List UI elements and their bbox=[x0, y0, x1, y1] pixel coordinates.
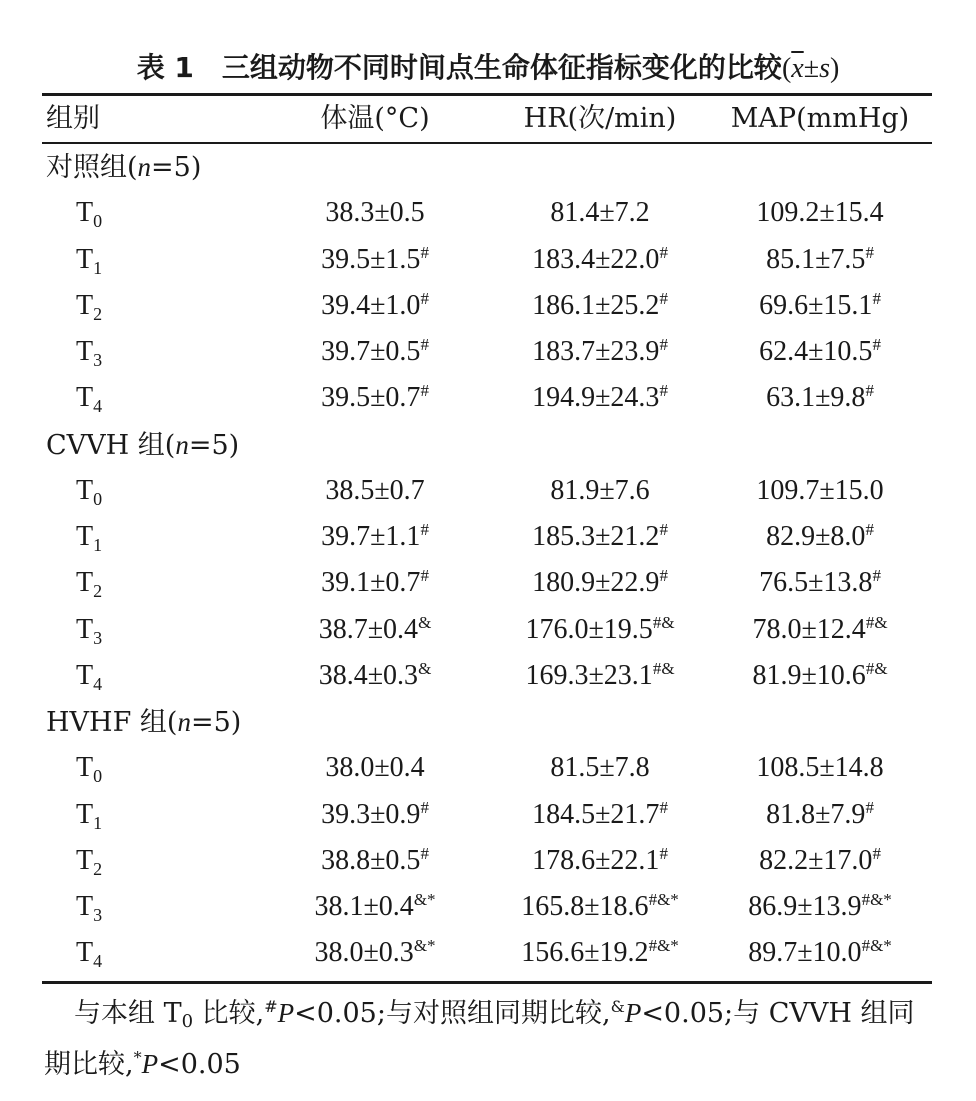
heart-rate-cell bbox=[490, 237, 710, 283]
header-group: 组别 bbox=[46, 103, 100, 134]
significance-mark: # bbox=[659, 843, 668, 863]
mean-arterial-pressure-value: 78.0±12.4 bbox=[752, 613, 866, 645]
mean-arterial-pressure-cell bbox=[720, 884, 920, 930]
heart-rate-cell bbox=[490, 792, 710, 838]
group-n-var: n bbox=[177, 707, 191, 737]
significance-mark: #& bbox=[652, 658, 675, 678]
temperature-value: 39.4±1.0 bbox=[321, 289, 421, 321]
timepoint-cell bbox=[76, 792, 102, 838]
mean-arterial-pressure-value: 63.1±9.8 bbox=[766, 382, 866, 414]
significance-mark: # bbox=[659, 520, 668, 539]
temperature-value: 38.8±0.5 bbox=[321, 844, 421, 876]
sd-symbol: s bbox=[819, 53, 830, 84]
timepoint-index: 3 bbox=[93, 350, 103, 370]
timepoint-letter: T bbox=[76, 613, 94, 645]
temperature-cell bbox=[280, 930, 470, 976]
group-name: CVVH 组( bbox=[46, 429, 176, 461]
timepoint-letter: T bbox=[76, 891, 94, 922]
mean-arterial-pressure-value: 62.4±10.5 bbox=[759, 336, 873, 367]
mean-arterial-pressure-value: 109.7±15.0 bbox=[756, 474, 884, 506]
timepoint-cell bbox=[76, 190, 102, 236]
mean-arterial-pressure-cell bbox=[720, 329, 920, 375]
mean-arterial-pressure-value: 81.8±7.9 bbox=[766, 798, 866, 830]
mean-symbol: $\overline{x}$ bbox=[791, 53, 804, 84]
temperature-cell bbox=[280, 838, 470, 884]
timepoint-index: 2 bbox=[93, 858, 103, 879]
mean-arterial-pressure-value: 85.1±7.5 bbox=[766, 243, 866, 275]
temperature-value: 38.1±0.4 bbox=[314, 891, 414, 922]
mean-arterial-pressure-cell bbox=[720, 653, 920, 699]
significance-mark: # bbox=[872, 843, 881, 863]
timepoint-letter: T bbox=[76, 382, 94, 414]
timepoint-cell bbox=[76, 329, 102, 375]
heart-rate-value: 169.3±23.1 bbox=[525, 659, 653, 691]
heart-rate-value: 184.5±21.7 bbox=[532, 798, 660, 830]
timepoint-cell bbox=[76, 838, 102, 884]
heart-rate-value: 183.7±23.9 bbox=[532, 336, 660, 367]
heart-rate-cell bbox=[490, 329, 710, 375]
table-row bbox=[0, 884, 976, 930]
temperature-value: 38.0±0.3 bbox=[314, 937, 414, 969]
significance-mark: # bbox=[420, 335, 429, 354]
temperature-value: 39.7±0.5 bbox=[321, 336, 421, 367]
mean-arterial-pressure-value: 76.5±13.8 bbox=[759, 567, 873, 599]
temperature-cell bbox=[280, 190, 470, 236]
mean-arterial-pressure-cell bbox=[720, 607, 920, 653]
significance-mark: & bbox=[418, 612, 432, 632]
stat-notation: $(\overline{x}\pm s)$ bbox=[781, 53, 840, 84]
temperature-cell bbox=[280, 560, 470, 606]
significance-mark: #&* bbox=[648, 890, 679, 909]
significance-mark: #& bbox=[865, 612, 888, 632]
temperature-cell bbox=[280, 375, 470, 421]
bottom-rule bbox=[42, 981, 932, 984]
heart-rate-cell bbox=[490, 653, 710, 699]
heart-rate-cell bbox=[490, 930, 710, 976]
heart-rate-value: 178.6±22.1 bbox=[532, 844, 660, 876]
significance-mark: # bbox=[420, 843, 429, 863]
significance-mark: # bbox=[659, 381, 668, 401]
significance-mark: # bbox=[420, 288, 429, 308]
mean-arterial-pressure-cell bbox=[720, 792, 920, 838]
temperature-cell bbox=[280, 653, 470, 699]
heart-rate-cell bbox=[490, 283, 710, 329]
mean-arterial-pressure-cell bbox=[720, 468, 920, 514]
heart-rate-value: 81.5±7.8 bbox=[550, 752, 650, 784]
significance-mark: # bbox=[420, 520, 429, 539]
heart-rate-value: 81.9±7.6 bbox=[550, 474, 650, 506]
temperature-cell bbox=[280, 607, 470, 653]
mean-arterial-pressure-value: 81.9±10.6 bbox=[752, 659, 866, 691]
group-row bbox=[0, 699, 976, 745]
table-row bbox=[0, 792, 976, 838]
significance-mark: #&* bbox=[648, 936, 679, 956]
mean-arterial-pressure-cell bbox=[720, 375, 920, 421]
mean-arterial-pressure-cell bbox=[720, 514, 920, 560]
header-temperature: 体温(°C) bbox=[320, 103, 430, 134]
significance-mark: # bbox=[659, 242, 668, 262]
timepoint-index: 2 bbox=[93, 303, 103, 324]
group-n-value: =5) bbox=[188, 429, 240, 461]
timepoint-index: 4 bbox=[93, 396, 103, 417]
timepoint-index: 0 bbox=[93, 488, 103, 509]
timepoint-index: 0 bbox=[93, 766, 103, 787]
heart-rate-cell bbox=[490, 607, 710, 653]
temperature-cell bbox=[280, 884, 470, 930]
timepoint-index: 1 bbox=[93, 535, 103, 555]
temperature-value: 39.1±0.7 bbox=[321, 567, 421, 599]
temperature-value: 39.3±0.9 bbox=[321, 798, 421, 830]
mean-arterial-pressure-value: 69.6±15.1 bbox=[759, 289, 873, 321]
temperature-cell bbox=[280, 283, 470, 329]
temperature-value: 38.0±0.4 bbox=[325, 752, 425, 784]
timepoint-letter: T bbox=[76, 521, 94, 552]
significance-mark: #& bbox=[865, 658, 888, 678]
significance-mark: # bbox=[872, 288, 881, 308]
heart-rate-value: 81.4±7.2 bbox=[550, 197, 650, 229]
heart-rate-cell bbox=[490, 884, 710, 930]
heart-rate-value: 165.8±18.6 bbox=[521, 891, 649, 922]
table-row bbox=[0, 190, 976, 236]
group-n-var: n bbox=[175, 429, 189, 460]
timepoint-letter: T bbox=[76, 197, 94, 229]
significance-mark: #& bbox=[652, 612, 675, 632]
heart-rate-value: 194.9±24.3 bbox=[532, 382, 660, 414]
heart-rate-cell bbox=[490, 514, 710, 560]
timepoint-cell bbox=[76, 745, 102, 791]
timepoint-index: 3 bbox=[93, 627, 103, 648]
timepoint-index: 2 bbox=[93, 581, 103, 602]
temperature-value: 38.3±0.5 bbox=[325, 197, 425, 229]
group-n-var: n bbox=[137, 152, 152, 182]
significance-mark: #&* bbox=[861, 936, 892, 956]
temperature-value: 38.7±0.4 bbox=[318, 613, 419, 645]
mean-arterial-pressure-cell bbox=[720, 745, 920, 791]
significance-mark: # bbox=[865, 797, 874, 817]
timepoint-letter: T bbox=[76, 659, 94, 691]
group-name: 对照组( bbox=[46, 152, 138, 183]
mean-arterial-pressure-cell bbox=[720, 560, 920, 606]
table-row bbox=[0, 745, 976, 791]
group-row bbox=[0, 422, 976, 468]
temperature-cell bbox=[280, 468, 470, 514]
timepoint-letter: T bbox=[76, 336, 94, 367]
timepoint-cell bbox=[76, 930, 102, 976]
mean-arterial-pressure-cell bbox=[720, 283, 920, 329]
mean-arterial-pressure-value: 108.5±14.8 bbox=[756, 752, 884, 784]
temperature-cell bbox=[280, 792, 470, 838]
table-header-row bbox=[0, 96, 976, 142]
mean-arterial-pressure-cell bbox=[720, 838, 920, 884]
group-label bbox=[46, 144, 201, 190]
temperature-cell bbox=[280, 237, 470, 283]
significance-mark: # bbox=[865, 242, 874, 262]
timepoint-index: 4 bbox=[93, 673, 103, 694]
mean-arterial-pressure-value: 86.9±13.9 bbox=[748, 891, 862, 922]
heart-rate-cell bbox=[490, 190, 710, 236]
heart-rate-value: 186.1±25.2 bbox=[532, 289, 660, 321]
timepoint-cell bbox=[76, 514, 102, 560]
timepoint-index: 0 bbox=[93, 211, 103, 232]
significance-mark: &* bbox=[413, 890, 436, 909]
group-n-value: =5) bbox=[151, 152, 202, 183]
timepoint-letter: T bbox=[76, 243, 94, 275]
group-n-value: =5) bbox=[190, 707, 242, 738]
significance-mark: # bbox=[872, 335, 881, 354]
timepoint-index: 3 bbox=[93, 905, 103, 925]
mean-arterial-pressure-value: 109.2±15.4 bbox=[756, 197, 884, 229]
timepoint-cell bbox=[76, 375, 102, 421]
heart-rate-cell bbox=[490, 468, 710, 514]
significance-mark: # bbox=[659, 797, 668, 817]
temperature-value: 39.5±1.5 bbox=[321, 243, 421, 275]
significance-mark: &* bbox=[413, 936, 436, 956]
table-row bbox=[0, 237, 976, 283]
significance-mark: # bbox=[420, 381, 429, 401]
table-row bbox=[0, 653, 976, 699]
timepoint-cell bbox=[76, 237, 102, 283]
timepoint-letter: T bbox=[76, 474, 94, 506]
temperature-value: 39.7±1.1 bbox=[321, 521, 421, 552]
table-row bbox=[0, 468, 976, 514]
mean-arterial-pressure-cell bbox=[720, 237, 920, 283]
table-row bbox=[0, 560, 976, 606]
timepoint-letter: T bbox=[76, 844, 94, 876]
significance-mark: # bbox=[420, 242, 429, 262]
heart-rate-value: 176.0±19.5 bbox=[525, 613, 653, 645]
timepoint-cell bbox=[76, 607, 102, 653]
timepoint-index: 4 bbox=[93, 951, 103, 972]
table-row bbox=[0, 329, 976, 375]
timepoint-letter: T bbox=[76, 937, 94, 969]
temperature-value: 39.5±0.7 bbox=[321, 382, 421, 414]
temperature-cell bbox=[280, 329, 470, 375]
significance-mark: # bbox=[420, 797, 429, 817]
table-row bbox=[0, 607, 976, 653]
mean-arterial-pressure-value: 82.9±8.0 bbox=[766, 521, 866, 552]
heart-rate-cell bbox=[490, 745, 710, 791]
table-title bbox=[0, 48, 976, 89]
table-row bbox=[0, 838, 976, 884]
temperature-cell bbox=[280, 745, 470, 791]
temperature-value: 38.5±0.7 bbox=[325, 474, 425, 506]
significance-mark: & bbox=[418, 658, 432, 678]
group-name: HVHF 组( bbox=[46, 707, 178, 738]
heart-rate-value: 156.6±19.2 bbox=[521, 937, 649, 969]
significance-mark: # bbox=[872, 566, 881, 586]
significance-mark: #&* bbox=[861, 890, 892, 909]
header-hr: HR(次/min) bbox=[523, 103, 677, 134]
table-row bbox=[0, 930, 976, 976]
timepoint-letter: T bbox=[76, 752, 94, 784]
heart-rate-cell bbox=[490, 375, 710, 421]
timepoint-cell bbox=[76, 884, 102, 930]
significance-mark: # bbox=[865, 520, 874, 539]
timepoint-letter: T bbox=[76, 289, 94, 321]
table-number: 表 1 bbox=[136, 51, 194, 84]
header-map: MAP(mmHg) bbox=[730, 103, 910, 134]
temperature-cell bbox=[280, 514, 470, 560]
table-row bbox=[0, 514, 976, 560]
timepoint-cell bbox=[76, 653, 102, 699]
heart-rate-cell bbox=[490, 838, 710, 884]
group-label bbox=[46, 422, 239, 468]
timepoint-cell bbox=[76, 468, 102, 514]
timepoint-index: 1 bbox=[93, 257, 103, 278]
timepoint-letter: T bbox=[76, 798, 94, 830]
mean-arterial-pressure-cell bbox=[720, 930, 920, 976]
temperature-value: 38.4±0.3 bbox=[318, 659, 419, 691]
heart-rate-value: 183.4±22.0 bbox=[532, 243, 660, 275]
heart-rate-cell bbox=[490, 560, 710, 606]
timepoint-cell bbox=[76, 560, 102, 606]
table-footnote: 与本组 $T_0$ 比较,#P<0.05;与对照组同期比较,&P<0.05;与 CVVH 组同期比较,*P<0.05 bbox=[44, 997, 915, 1080]
group-label bbox=[46, 699, 241, 745]
table-row bbox=[0, 375, 976, 421]
significance-mark: # bbox=[659, 288, 668, 308]
timepoint-letter: T bbox=[76, 567, 94, 599]
mean-arterial-pressure-cell bbox=[720, 190, 920, 236]
significance-mark: # bbox=[659, 566, 668, 586]
heart-rate-value: 185.3±21.2 bbox=[532, 521, 660, 552]
significance-mark: # bbox=[420, 566, 429, 586]
mean-arterial-pressure-value: 89.7±10.0 bbox=[748, 937, 862, 969]
group-row bbox=[0, 144, 976, 190]
mean-arterial-pressure-value: 82.2±17.0 bbox=[759, 844, 873, 876]
significance-mark: # bbox=[659, 335, 668, 354]
significance-mark: # bbox=[865, 381, 874, 401]
table-row bbox=[0, 283, 976, 329]
heart-rate-value: 180.9±22.9 bbox=[532, 567, 660, 599]
timepoint-cell bbox=[76, 283, 102, 329]
table-caption: 三组动物不同时间点生命体征指标变化的比较 bbox=[221, 51, 782, 84]
timepoint-index: 1 bbox=[93, 812, 103, 833]
